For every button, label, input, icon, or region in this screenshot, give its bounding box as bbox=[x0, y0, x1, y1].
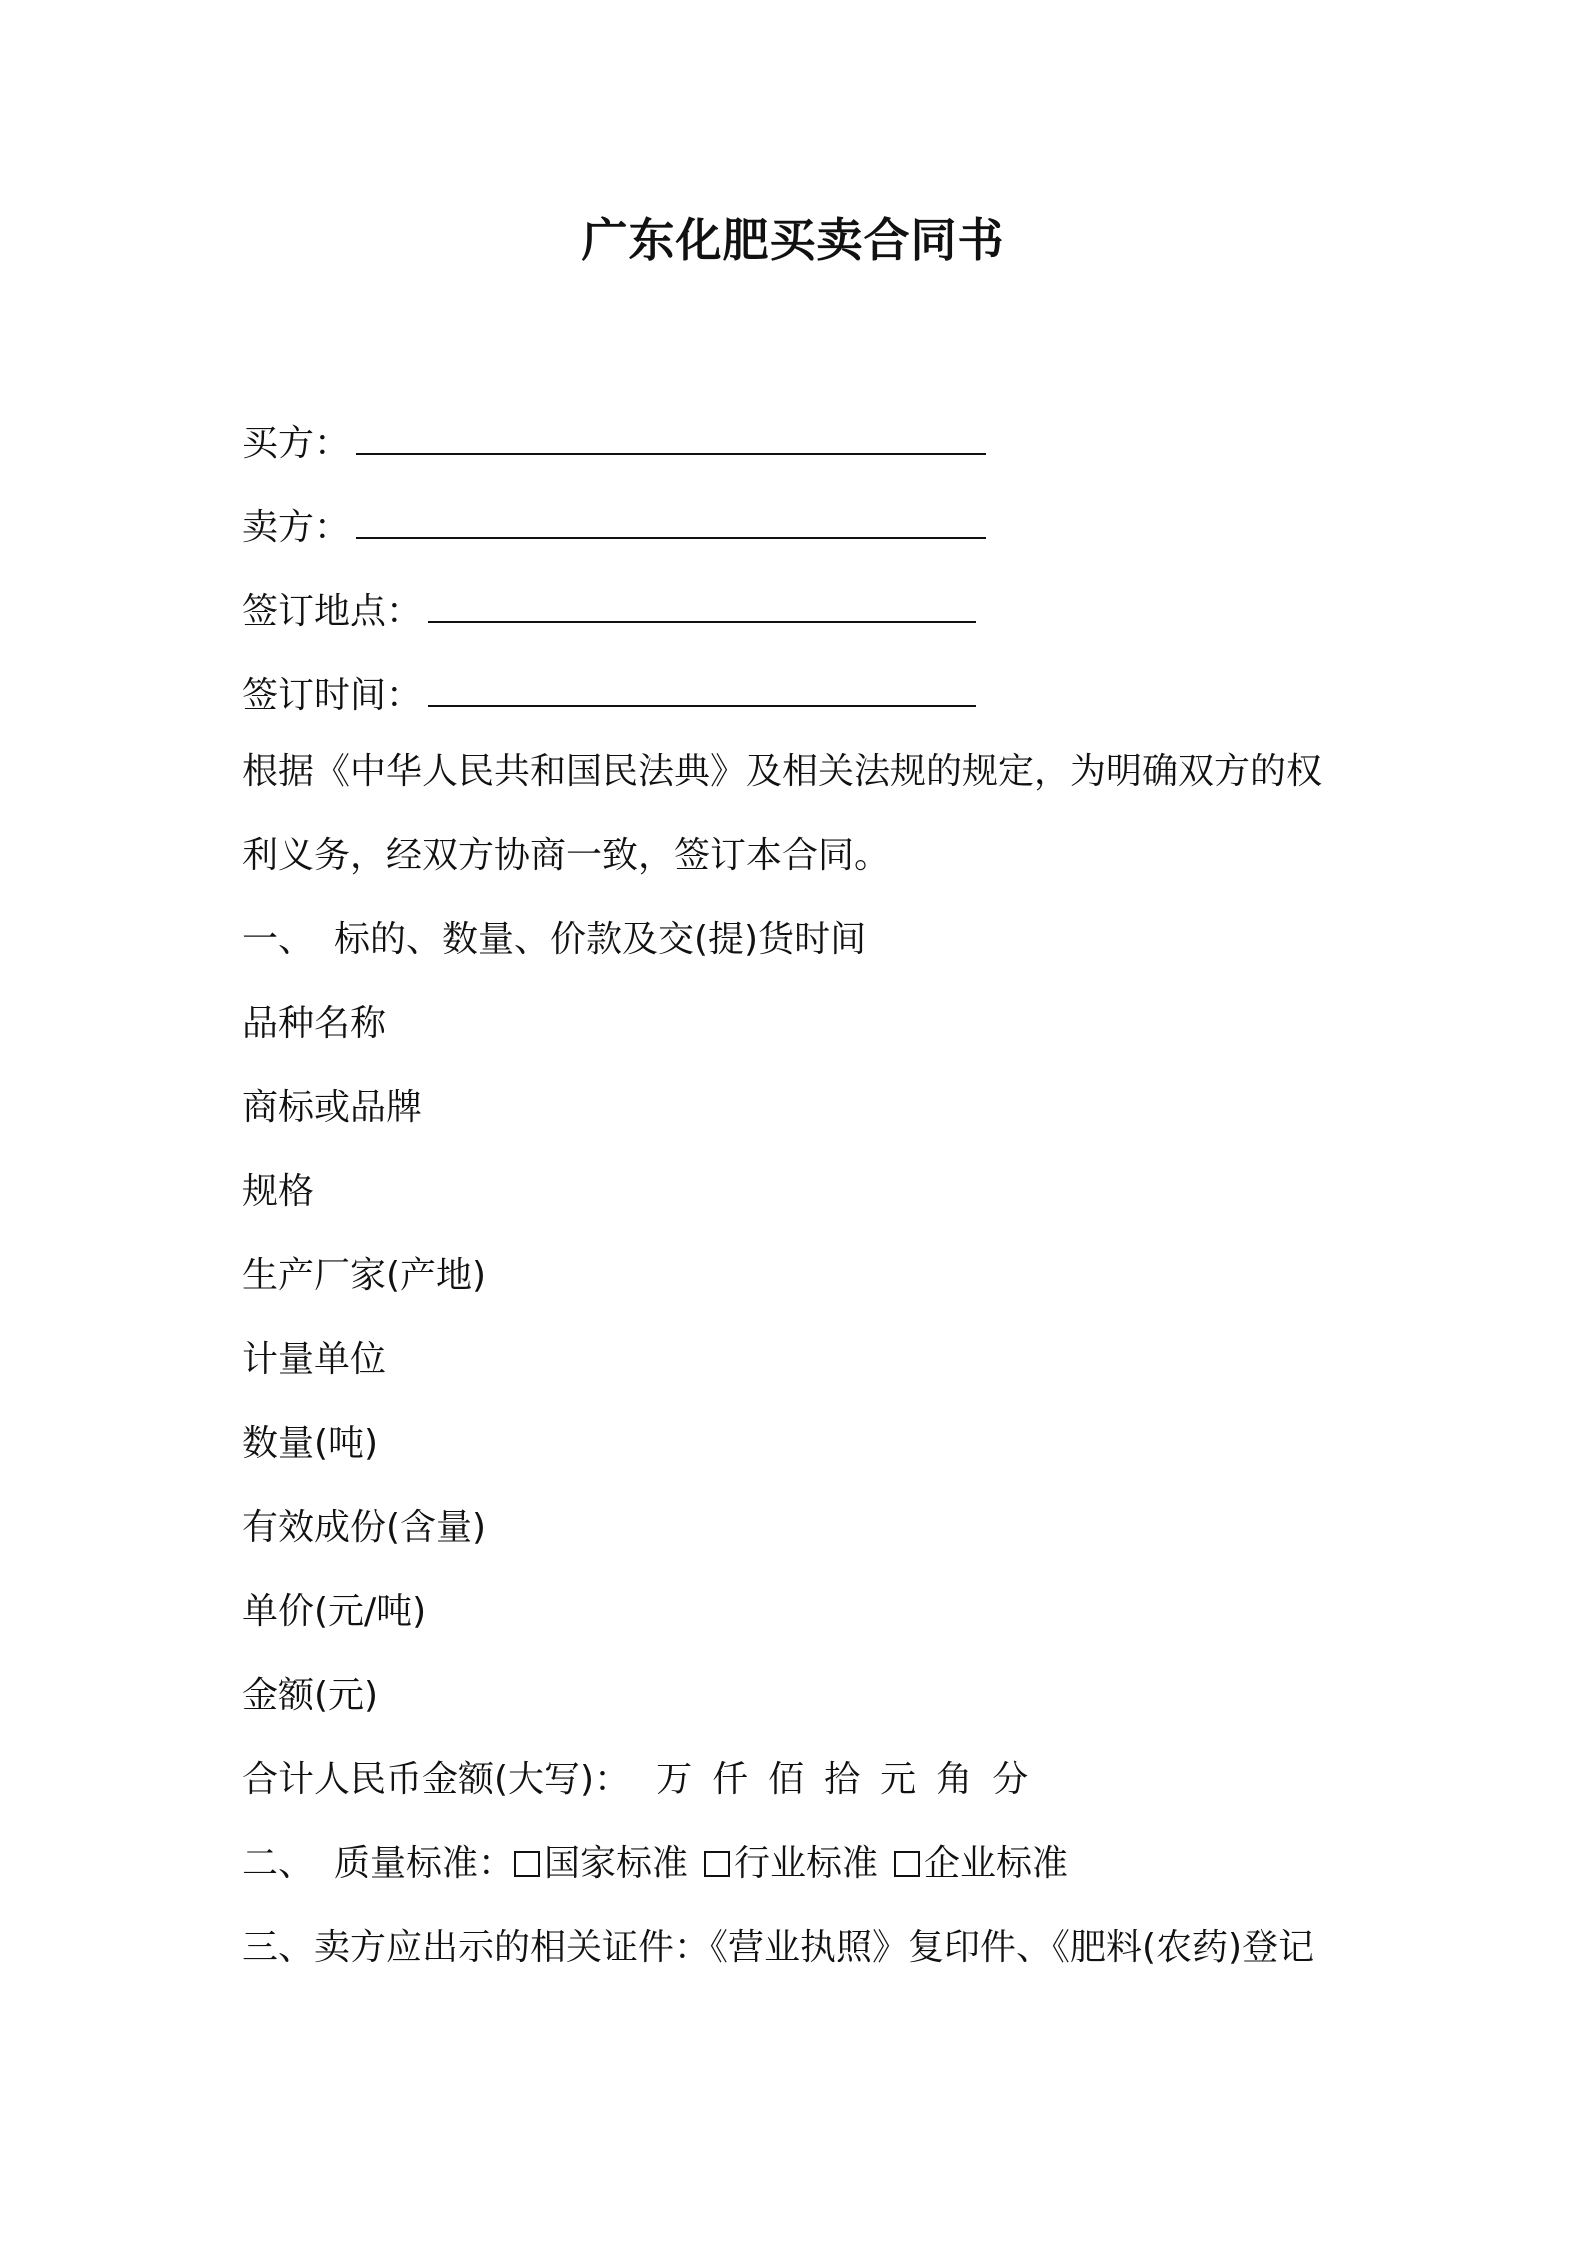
checkbox-icon[interactable] bbox=[704, 1851, 730, 1877]
section-2-number: 二、 bbox=[242, 1843, 315, 1884]
item-effective-content: 有效成份(含量) bbox=[242, 1507, 487, 1548]
signing-place-blank-line[interactable] bbox=[428, 591, 976, 623]
signing-place-label: 签订地点： bbox=[242, 591, 423, 632]
signing-time-field bbox=[242, 672, 976, 720]
item-unit: 计量单位 bbox=[242, 1339, 387, 1380]
section-1-heading bbox=[242, 916, 866, 964]
unit-fen: 分 bbox=[992, 1759, 1029, 1800]
item-variety-name: 品种名称 bbox=[242, 1003, 387, 1044]
item-specification: 规格 bbox=[242, 1171, 315, 1212]
seller-field bbox=[242, 504, 986, 552]
item-quantity: 数量(吨) bbox=[242, 1423, 379, 1464]
signing-time-label: 签订时间： bbox=[242, 675, 423, 716]
buyer-field bbox=[242, 420, 986, 468]
section-1-number: 一、 bbox=[242, 919, 315, 960]
buyer-blank-line[interactable] bbox=[356, 423, 986, 455]
unit-yuan: 元 bbox=[880, 1759, 917, 1800]
option-enterprise-standard[interactable]: 企业标准 bbox=[894, 1843, 1068, 1884]
section-2-quality-standard bbox=[242, 1840, 1084, 1888]
checkbox-icon[interactable] bbox=[514, 1851, 540, 1877]
section-2-title: 质量标准： bbox=[334, 1843, 515, 1884]
option-industry-standard[interactable]: 行业标准 bbox=[704, 1843, 878, 1884]
document-title: 广东化肥买卖合同书 bbox=[581, 213, 1005, 267]
item-manufacturer: 生产厂家(产地) bbox=[242, 1255, 487, 1296]
unit-shi: 拾 bbox=[824, 1759, 861, 1800]
total-amount-line bbox=[242, 1756, 1048, 1804]
total-amount-label: 合计人民币金额(大写)： bbox=[242, 1759, 631, 1800]
buyer-label: 买方： bbox=[242, 423, 351, 464]
unit-bai: 佰 bbox=[768, 1759, 805, 1800]
item-brand: 商标或品牌 bbox=[242, 1087, 423, 1128]
signing-time-blank-line[interactable] bbox=[428, 675, 976, 707]
unit-wan: 万 bbox=[656, 1759, 693, 1800]
section-1-title: 标的、数量、价款及交(提)货时间 bbox=[334, 919, 867, 960]
intro-paragraph-line-1: 根据《中华人民共和国民法典》及相关法规的规定，为明确双方的权 bbox=[242, 751, 1323, 792]
checkbox-icon[interactable] bbox=[894, 1851, 920, 1877]
unit-qian: 仟 bbox=[712, 1759, 749, 1800]
option-national-standard[interactable]: 国家标准 bbox=[514, 1843, 688, 1884]
section-3-heading: 三、卖方应出示的相关证件：《营业执照》复印件、《肥料(农药)登记 bbox=[242, 1927, 1315, 1968]
seller-blank-line[interactable] bbox=[356, 507, 986, 539]
unit-jiao: 角 bbox=[936, 1759, 973, 1800]
signing-place-field bbox=[242, 588, 976, 636]
seller-label: 卖方： bbox=[242, 507, 351, 548]
item-unit-price: 单价(元/吨) bbox=[242, 1591, 427, 1632]
item-amount: 金额(元) bbox=[242, 1675, 379, 1716]
intro-paragraph-line-2: 利义务，经双方协商一致，签订本合同。 bbox=[242, 835, 891, 876]
